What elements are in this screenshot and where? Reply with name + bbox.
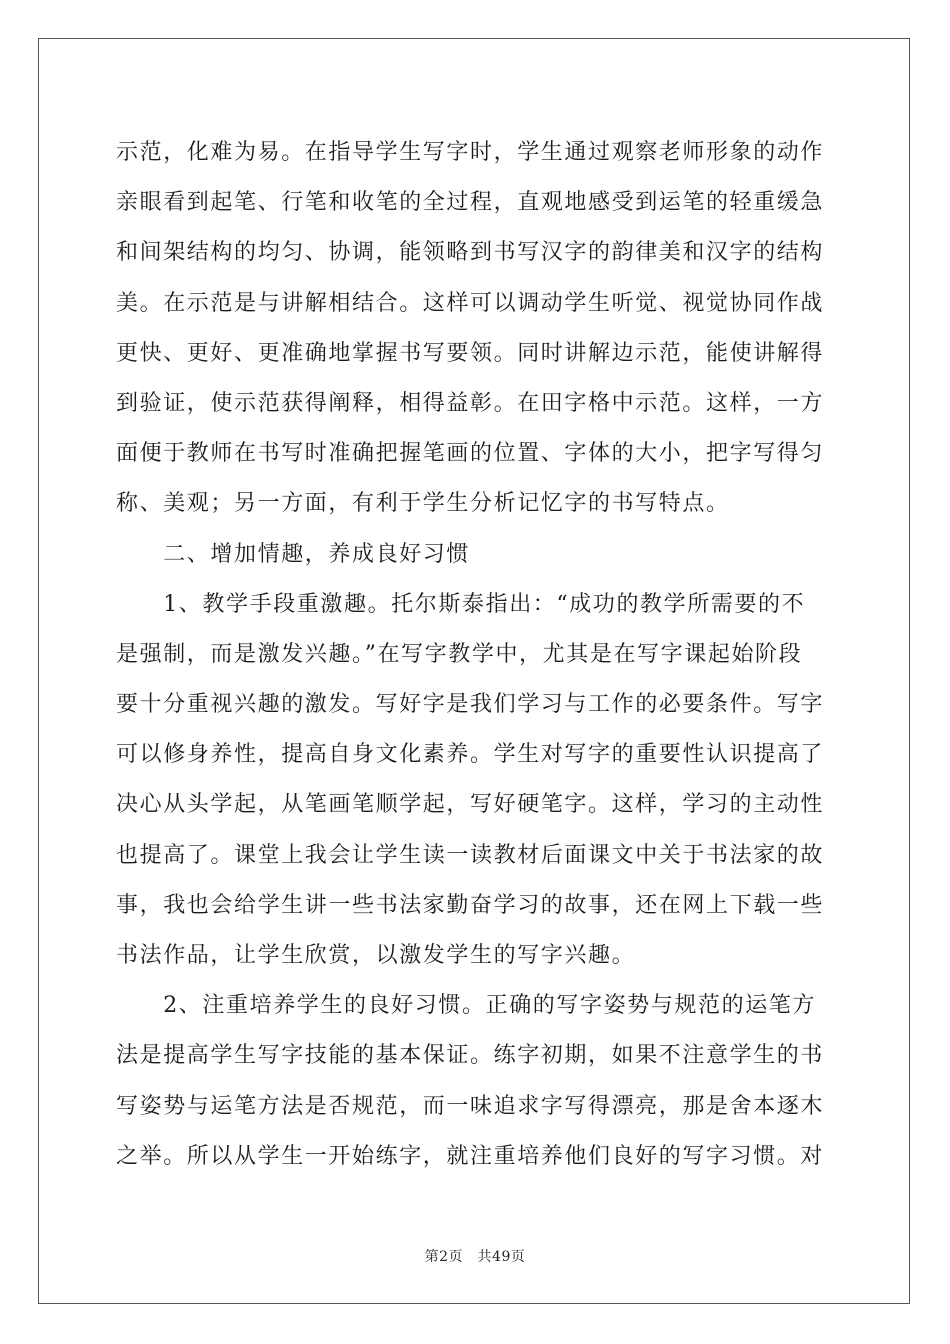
text-line: 称、美观；另一方面，有利于学生分析记忆字的书写特点。 [116,491,730,517]
text-line: 面便于教师在书写时准确把握笔画的位置、字体的大小，把字写得匀 [116,441,825,467]
text-line: 可以修身养性，提高自身文化素养。学生对写字的重要性认识提高了 [116,742,825,768]
text-line: 亲眼看到起笔、行笔和收笔的全过程，直观地感受到运笔的轻重缓急 [116,190,825,216]
text-line: 更快、更好、更准确地掌握书写要领。同时讲解边示范，能使讲解得 [116,340,825,366]
text-line: 事，我也会给学生讲一些书法家勤奋学习的故事，还在网上下载一些 [116,892,825,918]
section-heading: 二、增加情趣，养成良好习惯 [116,541,471,567]
text-line: 2、注重培养学生的良好习惯。正确的写字姿势与规范的运笔方 [116,993,816,1019]
text-line: 写姿势与运笔方法是否规范，而一味追求字写得漂亮，那是舍本逐木 [116,1093,825,1119]
text-line: 1、教学手段重激趣。托尔斯泰指出：“成功的教学所需要的不 [116,591,806,617]
text-line: 要十分重视兴趣的激发。写好字是我们学习与工作的必要条件。写字 [116,692,825,718]
text-line: 和间架结构的均匀、协调，能领略到书写汉字的韵律美和汉字的结构 [116,240,825,266]
text-line: 是强制，而是激发兴趣。”在写字教学中，尤其是在写字课起始阶段 [116,641,803,667]
text-line: 美。在示范是与讲解相结合。这样可以调动学生听觉、视觉协同作战 [116,290,825,316]
text-line: 决心从头学起，从笔画笔顺学起，写好硬笔字。这样，学习的主动性 [116,792,825,818]
document-body [116,128,836,1182]
text-line: 法是提高学生写字技能的基本保证。练字初期，如果不注意学生的书 [116,1043,825,1069]
text-line: 书法作品，让学生欣赏，以激发学生的写字兴趣。 [116,943,636,968]
page-number: 第2页 共49页 [424,1249,526,1265]
text-line: 也提高了。课堂上我会让学生读一读教材后面课文中关于书法家的故 [116,842,825,868]
text-line: 示范，化难为易。在指导学生写字时，学生通过观察老师形象的动作 [116,140,825,165]
text-line: 之举。所以从学生一开始练字，就注重培养他们良好的写字习惯。对 [116,1143,825,1169]
text-line: 到验证，使示范获得阐释，相得益彰。在田字格中示范。这样，一方 [116,390,825,416]
